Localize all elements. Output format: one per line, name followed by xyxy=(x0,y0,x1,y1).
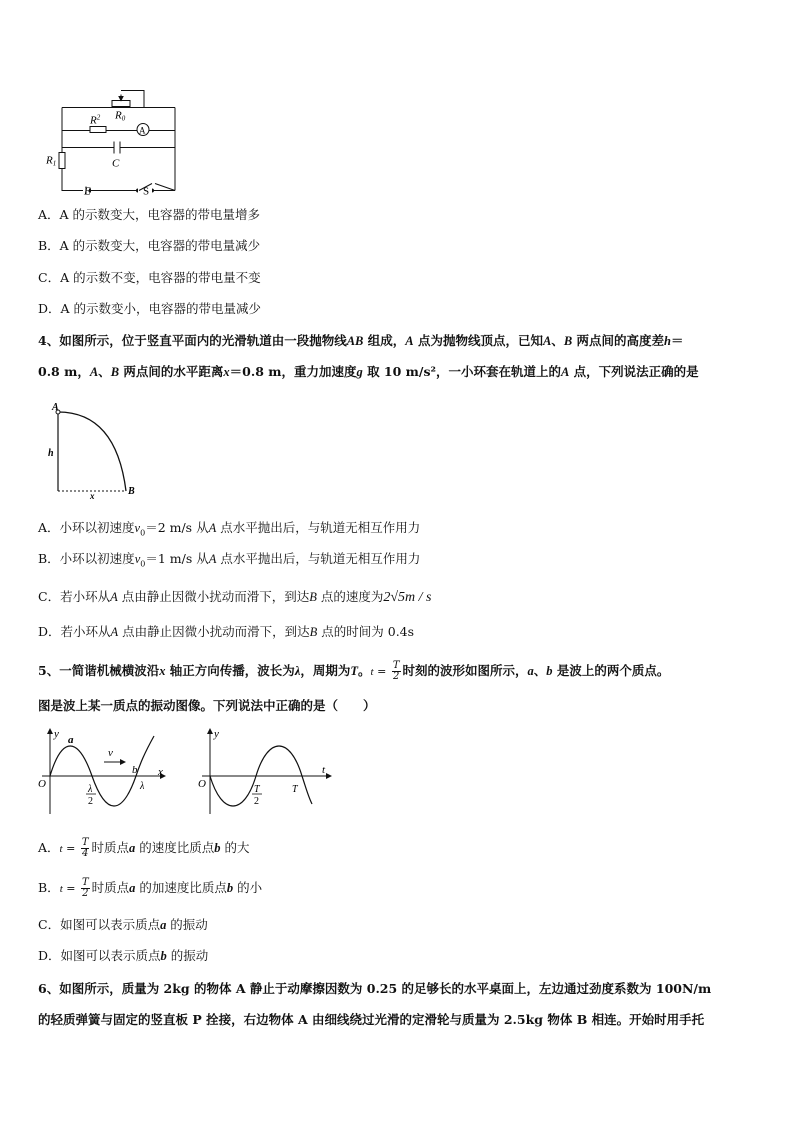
vib-t-label: t xyxy=(322,764,326,776)
q6-stem-line2: 的轻质弹簧与固定的竖直板 P 拴接，右边物体 A 由细线绕过光滑的定滑轮与质量为 2.5kg 物体 B 相连。开始时用手托 xyxy=(38,1012,705,1027)
wave-x-label: x xyxy=(158,766,163,778)
q5-option-d: D．如图可以表示质点b 的振动 xyxy=(38,948,209,963)
half-lambda-num: λ xyxy=(88,784,93,795)
q5-stem-line2: 图是波上某一质点的振动图像。下列说法中正确的是（ ） xyxy=(38,698,376,713)
q5-option-b: B．t = $\frac{T}{2}$ 时质点a 的加速度比质点b 的小 xyxy=(38,877,263,899)
q4-option-a: A．小环以初速度$v_0=2$ m/s 从A 点水平抛出后，与轨道无相互作用力 xyxy=(38,520,421,538)
q4-option-b: B．小环以初速度$v_0=1$ m/s 从A 点水平抛出后，与轨道无相互作用力 xyxy=(38,551,421,569)
half-t-num: T xyxy=(254,784,260,795)
q4-stem-line1: 4、如图所示，位于竖直平面内的光滑轨道由一段抛物线AB 组成，A 点为抛物线顶点，已知A、B 两点间的高度差h＝ xyxy=(38,333,684,348)
q5-option-c: C．如图可以表示质点a 的振动 xyxy=(38,917,208,932)
q3-option-b: B．A 的示数变大，电容器的带电量减少 xyxy=(38,238,261,253)
label-r1: R1 xyxy=(46,154,57,168)
q3-option-d: D．A 的示数变小，电容器的带电量减少 xyxy=(38,301,262,316)
q3-option-a: A．A 的示数变大，电容器的带电量增多 xyxy=(38,207,261,222)
vib-origin-label: O xyxy=(198,778,206,790)
height-label: h xyxy=(48,448,54,459)
wave-y-label: y xyxy=(54,728,59,740)
vib-y-label: y xyxy=(214,728,219,740)
label-r2: $R^2$ xyxy=(90,113,101,127)
origin-label: O xyxy=(38,778,46,790)
q5-stem-line1: 5、一简谐机械横波沿x 轴正方向传播，波长为λ，周期为T。t = $\frac{T}{2}$ 时刻的波形如图所示，a、b 是波上的两个质点。 xyxy=(38,660,670,682)
label-r0: R0 xyxy=(115,109,126,123)
parabola-track-figure xyxy=(40,398,150,500)
point-b-label: b xyxy=(132,764,138,776)
q6-stem-line1: 6、如图所示，质量为 2kg 的物体 A 静止于动摩擦因数为 0.25 的足够长的水平桌面上，左边通过劲度系数为 100N/m xyxy=(38,981,712,996)
q4-option-d: D．若小环从A 点由静止因微小扰动而滑下，到达B 点的时间为 0.4s xyxy=(38,624,415,639)
label-c: C xyxy=(112,157,120,170)
lambda-label: λ xyxy=(140,781,145,792)
q3-option-c: C．A 的示数不变，电容器的带电量不变 xyxy=(38,270,261,285)
point-b-label: B xyxy=(128,486,135,497)
q4-option-c: C．若小环从A 点由静止因微小扰动而滑下，到达B 点的速度为2√5m / s xyxy=(38,589,432,605)
q4-stem-line2: 0.8 m，A、B 两点间的水平距离x＝0.8 m，重力加速度g 取 10 m/s²，一小环套在轨道上的A 点，下列说法正确的是 xyxy=(38,364,699,379)
distance-label: x xyxy=(90,491,95,500)
point-a-label: a xyxy=(68,734,74,746)
velocity-label: v xyxy=(108,747,113,759)
half-lambda-den: 2 xyxy=(88,796,93,807)
label-e: E xyxy=(84,185,91,198)
period-label: T xyxy=(292,784,298,795)
vibration-figure xyxy=(196,726,336,818)
half-t-den: 2 xyxy=(254,796,259,807)
q5-option-a: A．t = $\frac{T}{4}$ 时质点a 的速度比质点b 的大 xyxy=(38,837,250,859)
wave-figure xyxy=(36,726,171,818)
circuit-diagram xyxy=(40,78,190,198)
label-s: S xyxy=(143,185,150,198)
ammeter-label: A xyxy=(139,125,146,136)
point-a-label: A xyxy=(52,402,59,413)
